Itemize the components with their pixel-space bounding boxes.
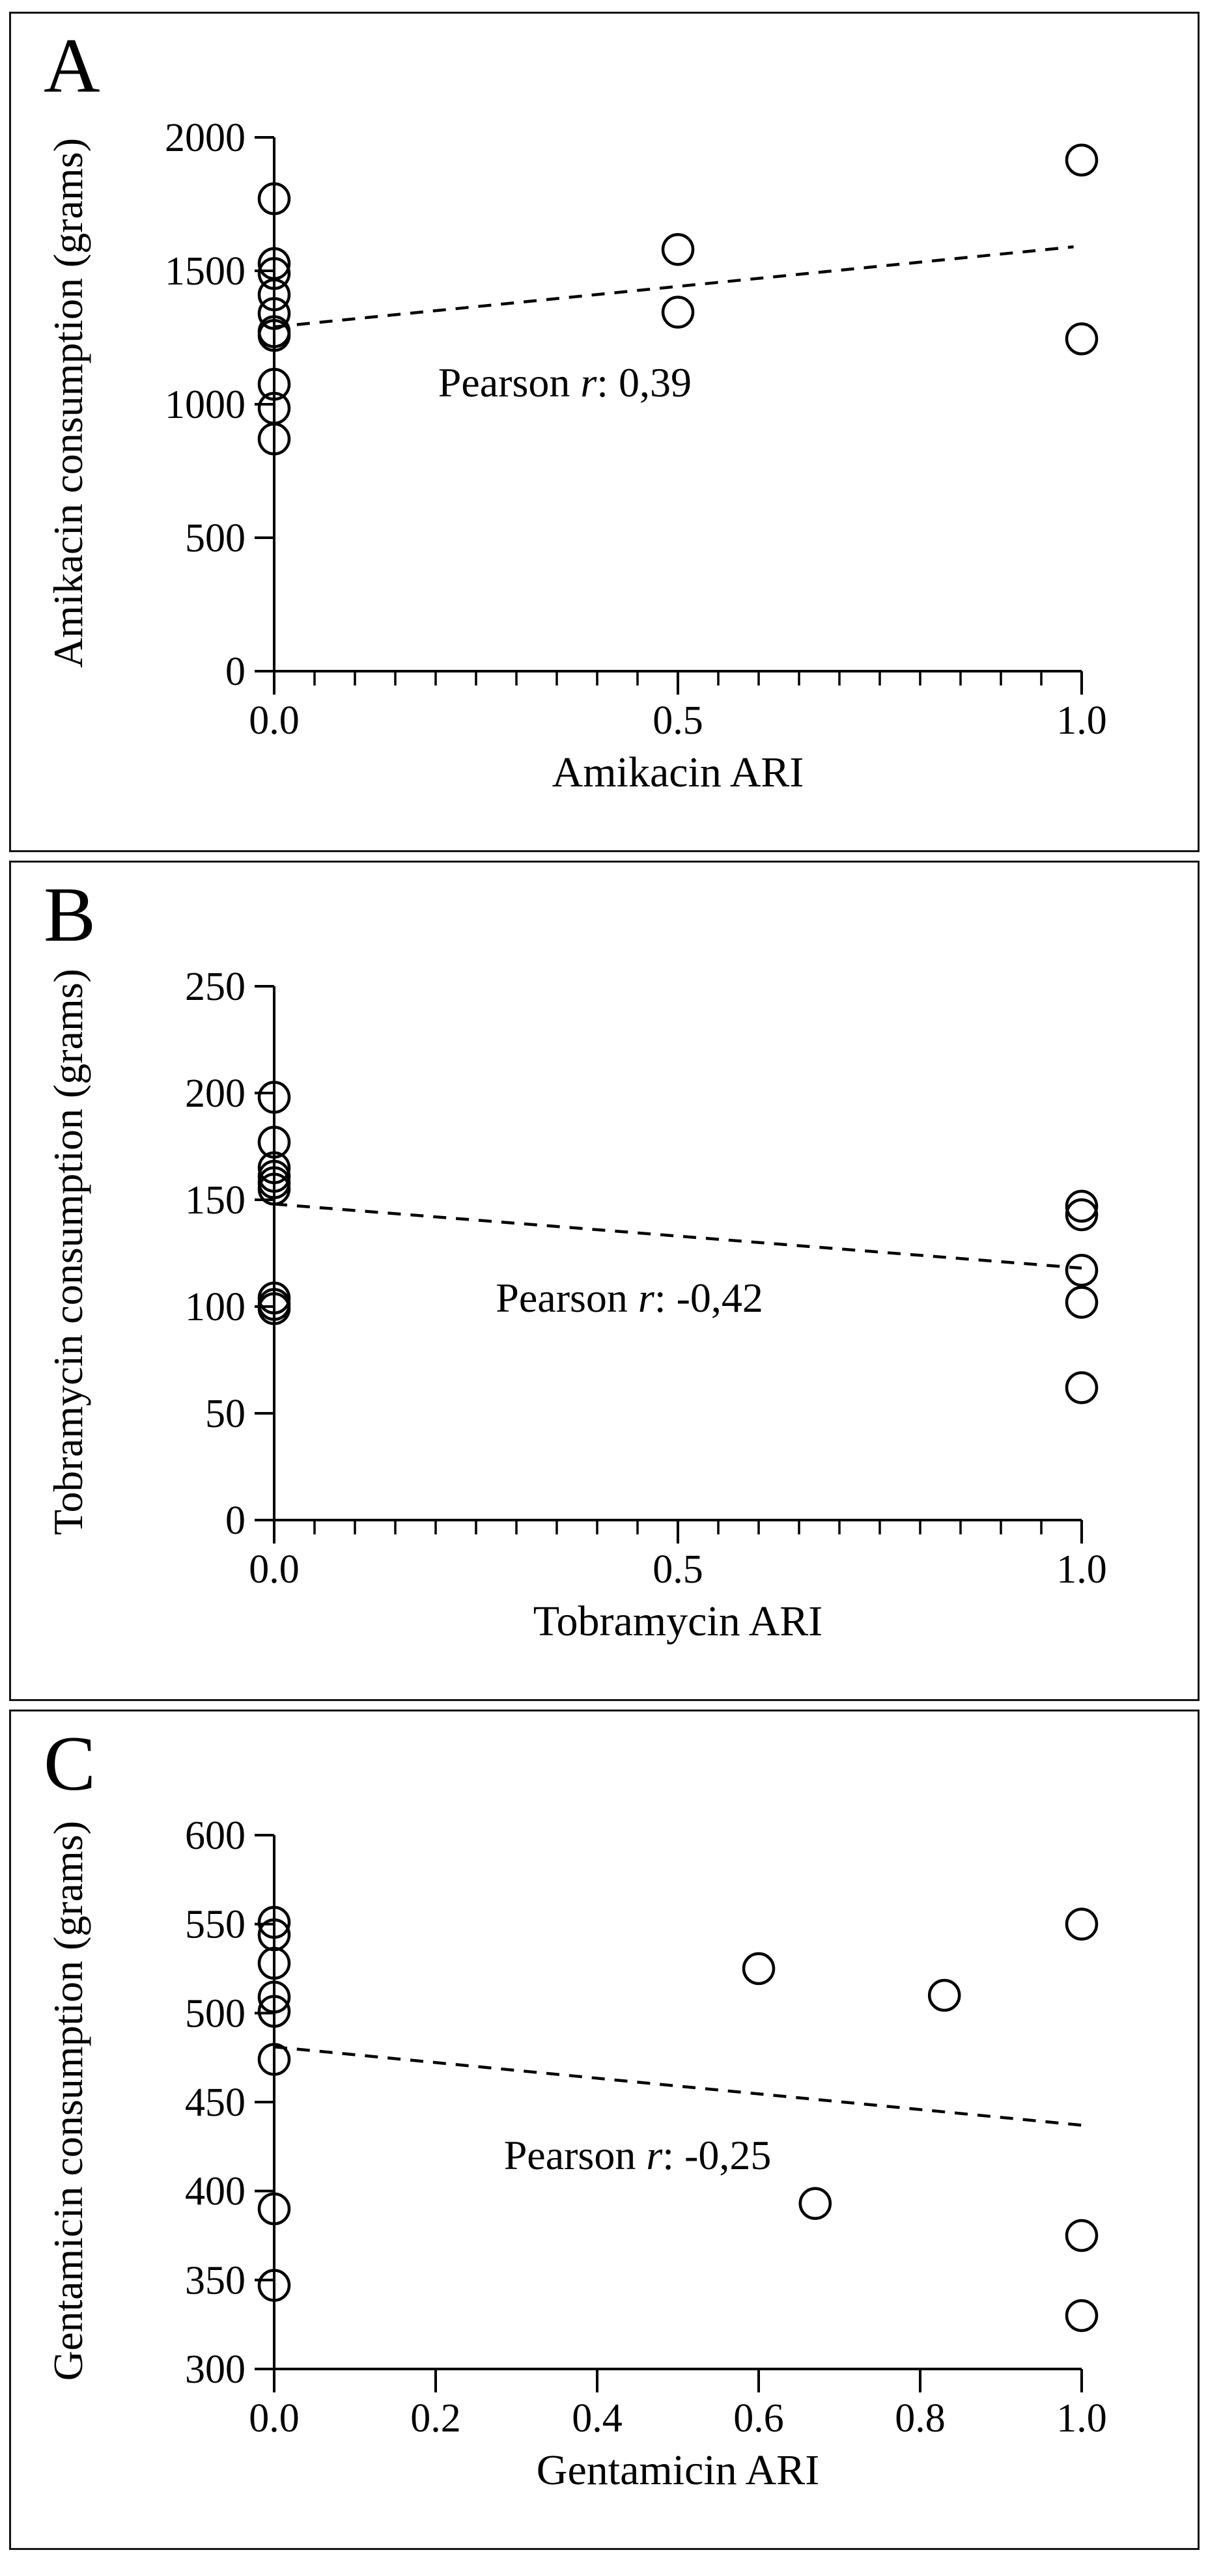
data-point	[663, 234, 693, 264]
x-tick-label: 0.5	[653, 699, 703, 743]
panel-letter: C	[44, 1720, 96, 1807]
x-tick-label: 0.5	[653, 1547, 703, 1592]
panel-a	[9, 12, 1200, 852]
pearson-annotation: Pearson r: -0,25	[503, 2132, 772, 2178]
data-point	[929, 1980, 959, 2010]
data-point	[1067, 145, 1097, 175]
x-tick-label: 1.0	[1056, 699, 1107, 743]
panel-b	[9, 861, 1200, 1701]
trend-line	[274, 247, 1074, 327]
x-tick-label: 0.0	[249, 699, 300, 743]
x-tick-label: 0.0	[249, 2396, 300, 2441]
pearson-annotation: Pearson r: -0,42	[496, 1274, 763, 1321]
data-point	[800, 2189, 830, 2219]
y-axis-title: Tobramycin consumption (grams)	[45, 969, 91, 1535]
data-point	[1067, 2301, 1097, 2331]
y-tick-label: 1000	[165, 383, 246, 427]
data-point	[663, 298, 693, 327]
x-axis-title: Tobramycin ARI	[533, 1598, 823, 1645]
y-tick-label: 1500	[165, 249, 246, 294]
panel-c	[9, 1710, 1200, 2550]
data-point	[1067, 1909, 1097, 1939]
scatter-plot	[11, 14, 1198, 850]
x-tick-label: 0.2	[410, 2396, 461, 2441]
data-point	[1067, 2221, 1097, 2251]
y-tick-label: 0	[225, 650, 246, 694]
trend-line	[274, 2047, 1082, 2125]
y-tick-label: 500	[185, 1991, 246, 2036]
data-point	[1067, 1287, 1097, 1317]
y-tick-label: 50	[205, 1392, 246, 1436]
data-point	[1067, 1255, 1097, 1285]
pearson-annotation: Pearson r: 0,39	[438, 359, 692, 406]
y-tick-label: 300	[185, 2347, 246, 2392]
y-axis-title: Amikacin consumption (grams)	[45, 137, 91, 669]
data-point	[1067, 1373, 1097, 1403]
scatter-plot	[11, 1711, 1198, 2548]
x-tick-label: 1.0	[1056, 2396, 1107, 2441]
panel-letter: A	[44, 22, 100, 109]
y-tick-label: 550	[185, 1902, 246, 1947]
y-tick-label: 500	[185, 516, 246, 561]
y-tick-label: 0	[225, 1499, 246, 1543]
y-tick-label: 450	[185, 2081, 246, 2125]
y-tick-label: 600	[185, 1814, 246, 1858]
x-tick-label: 0.0	[249, 1547, 300, 1592]
x-tick-label: 0.8	[895, 2396, 946, 2441]
panel-letter: B	[44, 871, 96, 958]
x-tick-label: 1.0	[1056, 1547, 1107, 1592]
y-tick-label: 150	[185, 1178, 246, 1223]
x-tick-label: 0.6	[733, 2396, 784, 2441]
y-tick-label: 2000	[165, 116, 246, 160]
y-tick-label: 350	[185, 2258, 246, 2303]
y-tick-label: 200	[185, 1072, 246, 1116]
y-tick-label: 400	[185, 2169, 246, 2214]
data-point	[1067, 324, 1097, 354]
x-tick-label: 0.4	[572, 2396, 623, 2441]
scatter-plot	[11, 863, 1198, 1699]
y-tick-label: 100	[185, 1285, 246, 1329]
y-tick-label: 250	[185, 965, 246, 1009]
trend-line	[274, 1204, 1082, 1268]
x-axis-title: Gentamicin ARI	[536, 2446, 820, 2494]
x-axis-title: Amikacin ARI	[552, 749, 804, 796]
y-axis-title: Gentamicin consumption (grams)	[45, 1820, 91, 2381]
data-point	[744, 1954, 774, 1984]
